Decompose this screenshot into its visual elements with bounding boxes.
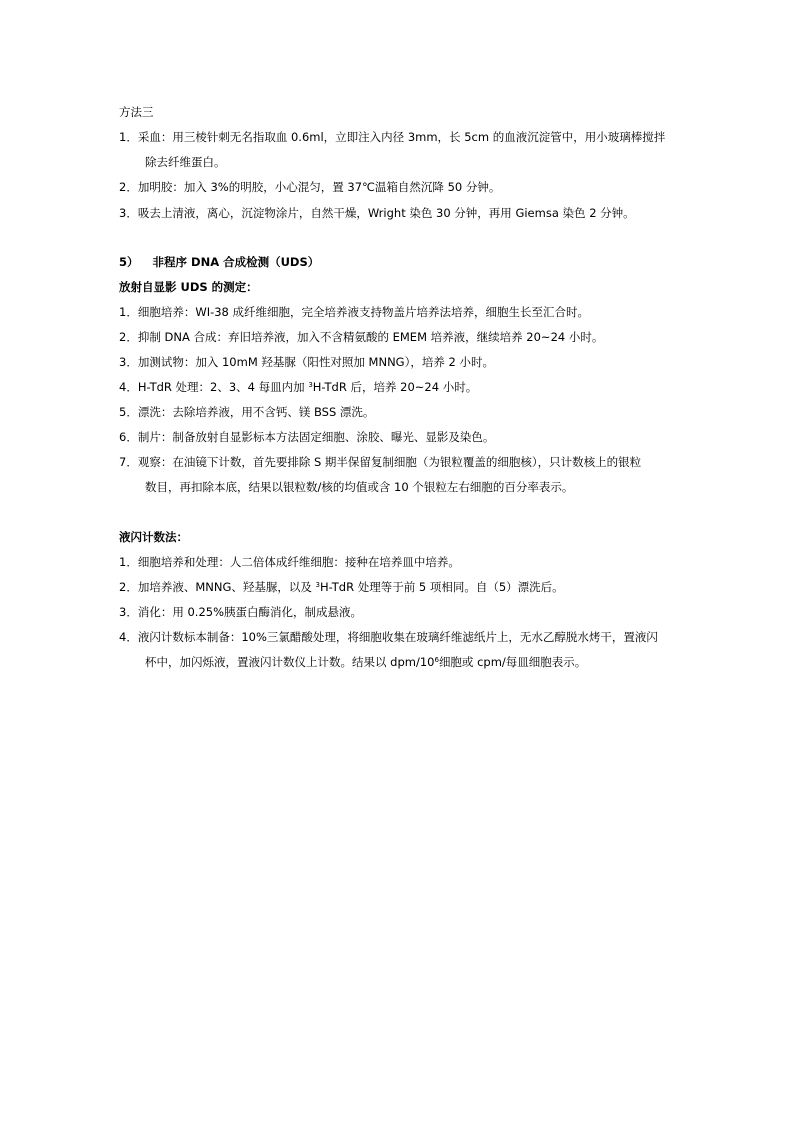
uds-item-4 bbox=[119, 379, 477, 395]
lsc-item-4 bbox=[119, 629, 658, 645]
lsc-item-2 bbox=[119, 579, 564, 595]
item-text: 漂洗：去除培养液，用不含钙、镁 BSS 漂洗。 bbox=[137, 405, 375, 419]
item-text: 抑制 DNA 合成：弃旧培养液，加入不含精氨酸的 EMEM 培养液，继续培养 20~24 小时。 bbox=[137, 330, 604, 344]
item-number: 7． bbox=[119, 455, 138, 469]
method3-item-3 bbox=[119, 205, 635, 221]
item-number: 6． bbox=[119, 430, 138, 444]
uds-item-7 bbox=[119, 454, 641, 470]
item-text: 杯中，加闪烁液，置液闪计数仪上计数。结果以 dpm/10 bbox=[145, 655, 435, 669]
uds-section-heading bbox=[119, 254, 319, 270]
item-number: 4． bbox=[119, 380, 138, 394]
item-text: 加培养液、MNNG、羟基脲，以及 bbox=[137, 580, 316, 594]
item-text: 观察：在油镜下计数，首先要排除 S 期半保留复制细胞（为银粒覆盖的细胞核），只计数核上的银粒 bbox=[137, 455, 642, 469]
item-number: 4． bbox=[119, 630, 138, 644]
item-text: H-TdR 后，培养 20~24 小时。 bbox=[312, 380, 478, 394]
section-title: 非程序 DNA 合成检测（UDS） bbox=[152, 255, 320, 269]
item-number: 5． bbox=[119, 405, 138, 419]
uds-item-7-cont: 数目，再扣除本底，结果以银粒数/核的均值或含 10 个银粒左右细胞的百分率表示。 bbox=[145, 480, 574, 494]
item-text: 细胞或 cpm/每皿细胞表示。 bbox=[438, 655, 587, 669]
superscript: 6 bbox=[434, 656, 439, 664]
item-text: 细胞培养和处理：人二倍体成纤维细胞：接种在培养皿中培养。 bbox=[137, 555, 460, 569]
item-text: 细胞培养：WI-38 成纤维细胞，完全培养液支持物盖片培养法培养，细胞生长至汇合时。 bbox=[137, 305, 590, 319]
superscript: 3 bbox=[315, 581, 320, 589]
method3-item-1 bbox=[119, 129, 665, 145]
item-text: 液闪计数标本制备：10%三氯醋酸处理，将细胞收集在玻璃纤维滤纸片上，无水乙醇脱水烤干，置液闪 bbox=[137, 630, 658, 644]
superscript: 3 bbox=[308, 381, 313, 389]
item-number: 1． bbox=[119, 130, 138, 144]
item-number: 1． bbox=[119, 305, 138, 319]
item-number: 2． bbox=[119, 180, 138, 194]
item-text: 消化：用 0.25%胰蛋白酶消化，制成悬液。 bbox=[137, 605, 363, 619]
item-text: H-TdR 处理：2、3、4 每皿内加 bbox=[137, 380, 309, 394]
uds-item-6 bbox=[119, 429, 494, 445]
uds-item-5 bbox=[119, 404, 374, 420]
item-text: 制片：制备放射自显影标本方法固定细胞、涂胶、曝光、显影及染色。 bbox=[137, 430, 495, 444]
uds-item-2 bbox=[119, 329, 603, 345]
item-number: 3． bbox=[119, 206, 138, 220]
section-number: 5） bbox=[119, 255, 139, 269]
uds-item-3 bbox=[119, 354, 494, 370]
item-number: 1． bbox=[119, 555, 138, 569]
lsc-item-4-cont bbox=[145, 654, 586, 670]
item-number: 2． bbox=[119, 580, 138, 594]
item-text: 采血：用三棱针刺无名指取血 0.6ml，立即注入内径 3mm，长 5cm 的血液沉淀管中，用小玻璃棒搅拌 bbox=[137, 130, 666, 144]
lsc-item-1 bbox=[119, 554, 460, 570]
item-text: 加明胶：加入 3%的明胶，小心混匀，置 37℃温箱自然沉降 50 分钟。 bbox=[137, 180, 501, 194]
lsc-heading: 液闪计数法： bbox=[119, 530, 188, 544]
item-number: 2． bbox=[119, 330, 138, 344]
item-text: 加测试物：加入 10mM 羟基脲（阳性对照加 MNNG），培养 2 小时。 bbox=[137, 355, 494, 369]
item-text: H-TdR 处理等于前 5 项相同。自（5）漂洗后。 bbox=[320, 580, 564, 594]
method3-item-2 bbox=[119, 179, 500, 195]
uds-subheading: 放射自显影 UDS 的测定： bbox=[119, 280, 258, 294]
item-number: 3． bbox=[119, 355, 138, 369]
item-text: 吸去上清液，离心，沉淀物涂片，自然干燥，Wright 染色 30 分钟，再用 Giemsa 染色 2 分钟。 bbox=[137, 206, 635, 220]
lsc-item-3 bbox=[119, 604, 362, 620]
method3-item-1-cont: 除去纤维蛋白。 bbox=[145, 155, 226, 169]
item-number: 3． bbox=[119, 605, 138, 619]
uds-item-1 bbox=[119, 304, 589, 320]
method3-heading: 方法三 bbox=[119, 105, 154, 119]
